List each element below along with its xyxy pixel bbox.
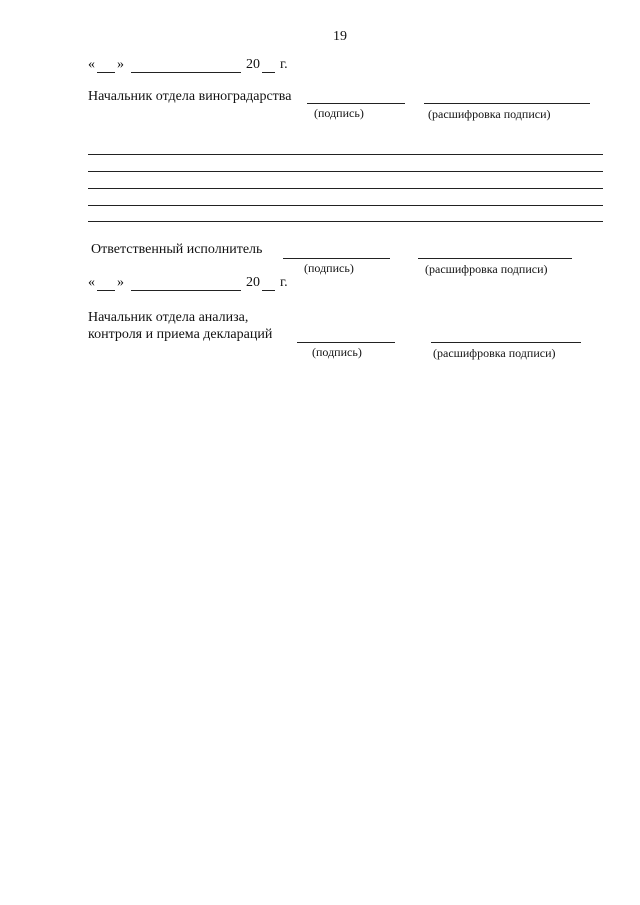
signature-caption: (подпись) xyxy=(304,261,354,275)
signer-title: Начальник отдела виноградарства xyxy=(88,89,292,104)
signature-decode-caption: (расшифровка подписи) xyxy=(428,107,551,121)
signature-decode-blank xyxy=(418,258,572,259)
year-suffix: г. xyxy=(280,57,288,72)
day-blank xyxy=(97,290,115,291)
signature-caption: (подпись) xyxy=(312,345,362,359)
signature-decode-caption: (расшифровка подписи) xyxy=(425,262,548,276)
signature-blank xyxy=(297,342,395,343)
year-blank xyxy=(262,72,275,73)
signature-blank xyxy=(283,258,390,259)
signer-title-line-1: Начальник отдела анализа, xyxy=(88,310,249,325)
page-number: 19 xyxy=(333,29,347,44)
signature-decode-blank xyxy=(431,342,581,343)
signer-title-line-2: контроля и приема деклараций xyxy=(88,327,273,342)
year-suffix: г. xyxy=(280,275,288,290)
ruled-line xyxy=(88,221,603,222)
ruled-line xyxy=(88,188,603,189)
signature-caption: (подпись) xyxy=(314,106,364,120)
open-quote: « xyxy=(88,275,95,290)
year-prefix: 20 xyxy=(246,57,260,72)
day-blank xyxy=(97,72,115,73)
ruled-line xyxy=(88,154,603,155)
ruled-line xyxy=(88,205,603,206)
signer-title: Ответственный исполнитель xyxy=(91,242,263,257)
month-blank xyxy=(131,72,241,73)
signature-decode-blank xyxy=(424,103,590,104)
open-quote: « xyxy=(88,57,95,72)
close-quote: » xyxy=(117,57,124,72)
close-quote: » xyxy=(117,275,124,290)
year-blank xyxy=(262,290,275,291)
ruled-line xyxy=(88,171,603,172)
signature-decode-caption: (расшифровка подписи) xyxy=(433,346,556,360)
year-prefix: 20 xyxy=(246,275,260,290)
month-blank xyxy=(131,290,241,291)
signature-blank xyxy=(307,103,405,104)
